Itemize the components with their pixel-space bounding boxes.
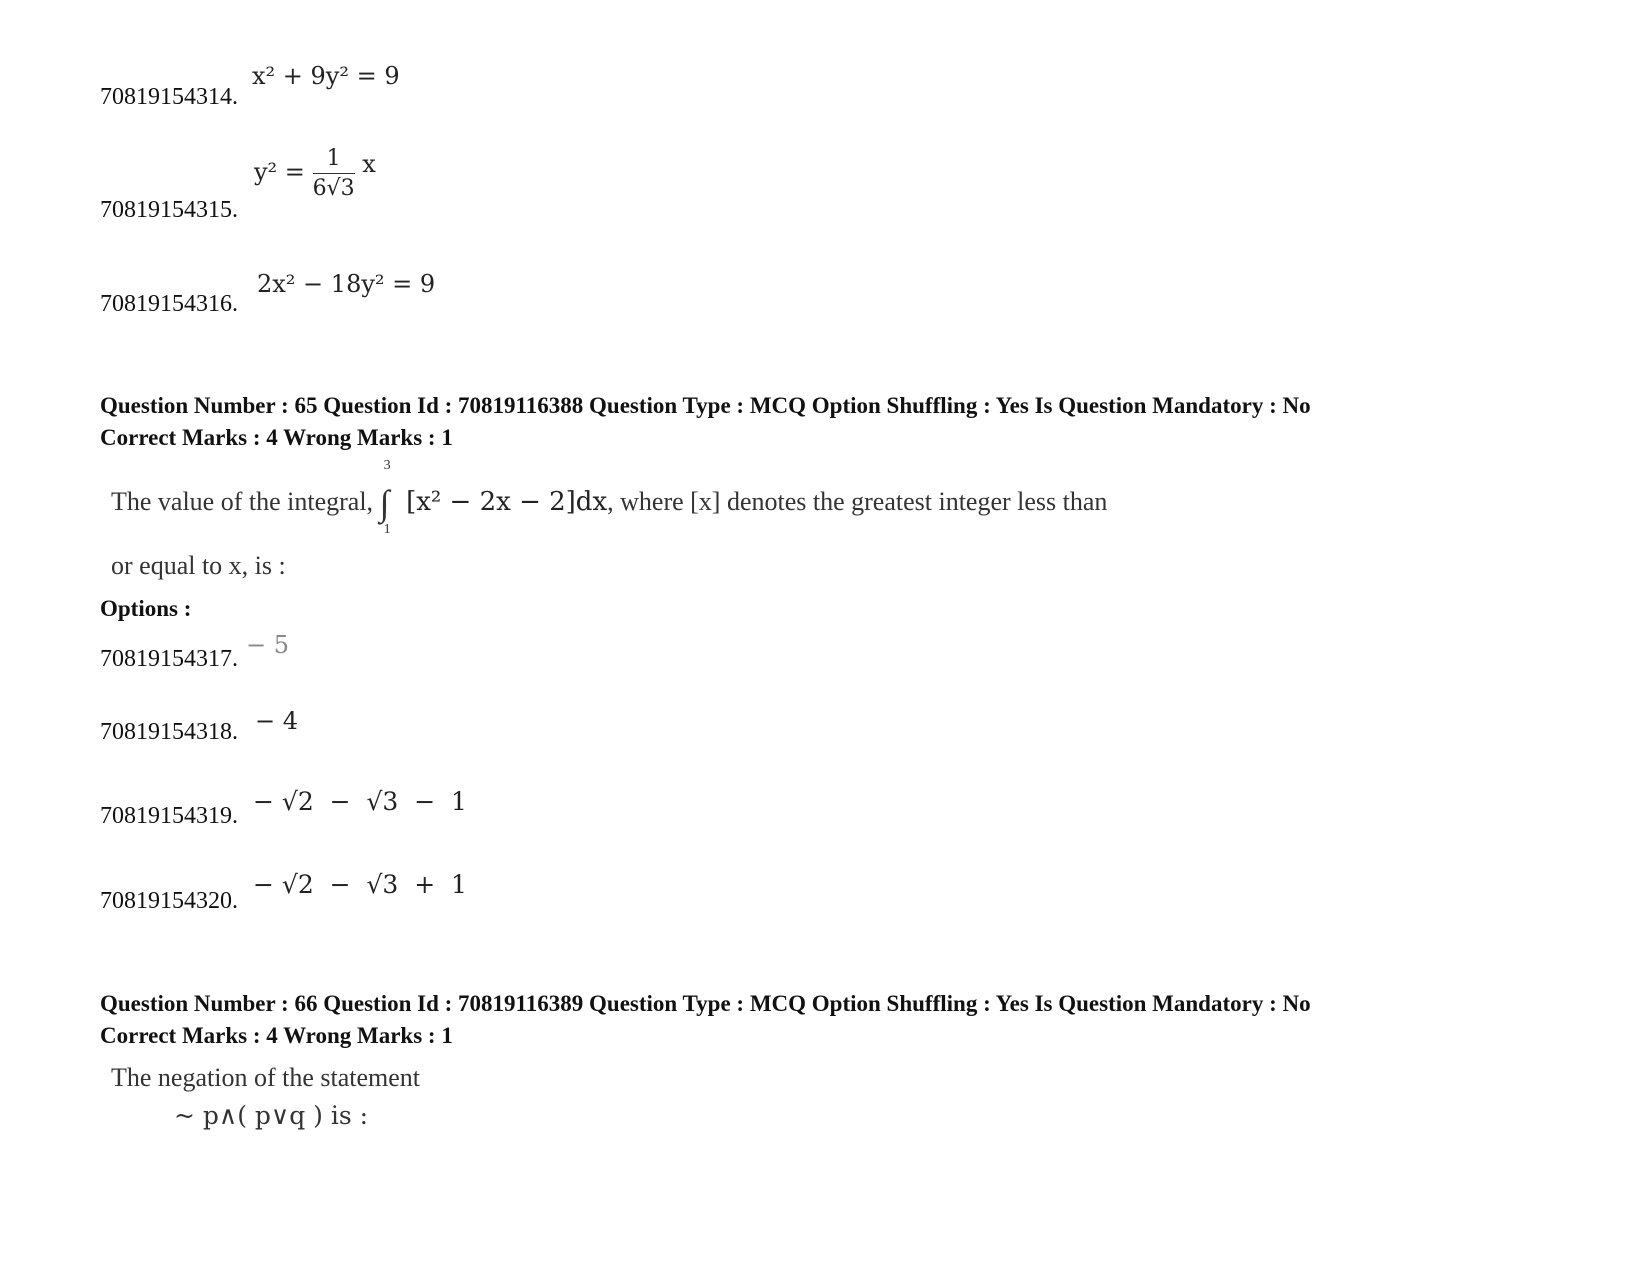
question-marks: Correct Marks : 4 Wrong Marks : 1: [100, 425, 453, 450]
fraction-rhs: x: [362, 150, 376, 178]
option-id: 70819154316.: [100, 291, 238, 317]
option-id: 70819154315.: [100, 197, 238, 223]
question-meta: Question Number : 66 Question Id : 70819116389 Question Type : MCQ Option Shuffling : Yes Is Question Mandatory : No: [100, 991, 1311, 1016]
question-text-line2: ~ p∧( p∨q ) is :: [174, 1101, 369, 1130]
option-expression: − 4: [255, 707, 299, 735]
option-id: 70819154318.: [100, 719, 238, 745]
option-id: 70819154320.: [100, 888, 238, 914]
fraction-lhs: y² =: [254, 158, 305, 186]
question-text-line1: [111, 458, 1108, 537]
option-expression: x² + 9y² = 9: [252, 62, 400, 90]
question-meta: Question Number : 65 Question Id : 70819116388 Question Type : MCQ Option Shuffling : Yes Is Question Mandatory : No: [100, 393, 1311, 418]
question-marks: Correct Marks : 4 Wrong Marks : 1: [100, 1023, 453, 1048]
fraction-numerator: 1: [313, 146, 355, 174]
question-text-line1: The negation of the statement: [111, 1063, 421, 1092]
integral-sign: ∫ 3 1: [379, 458, 391, 537]
option-expression: 2x² − 18y² = 9: [257, 270, 436, 298]
integral-upper-limit: 3: [383, 458, 391, 473]
fraction: [313, 146, 355, 201]
question-text-before: The value of the integral,: [111, 486, 374, 516]
fraction-denominator: 6√3: [312, 176, 355, 201]
option-id: 70819154319.: [100, 803, 238, 829]
question-text-line2: or equal to x, is :: [111, 551, 286, 580]
option-expression: − √2 − √3 − 1: [253, 787, 467, 816]
integral-lower-limit: 1: [383, 522, 391, 537]
option-id: 70819154317.: [100, 646, 238, 672]
option-expression: − 5: [246, 631, 290, 659]
integrand: [x² − 2x − 2]dx: [406, 486, 608, 517]
option-expression-fraction: [254, 146, 376, 201]
option-expression: − √2 − √3 + 1: [253, 870, 467, 899]
question-text-after: , where [x] denotes the greatest integer less than: [607, 486, 1108, 516]
option-id: 70819154314.: [100, 84, 238, 110]
options-label: Options :: [100, 596, 192, 621]
